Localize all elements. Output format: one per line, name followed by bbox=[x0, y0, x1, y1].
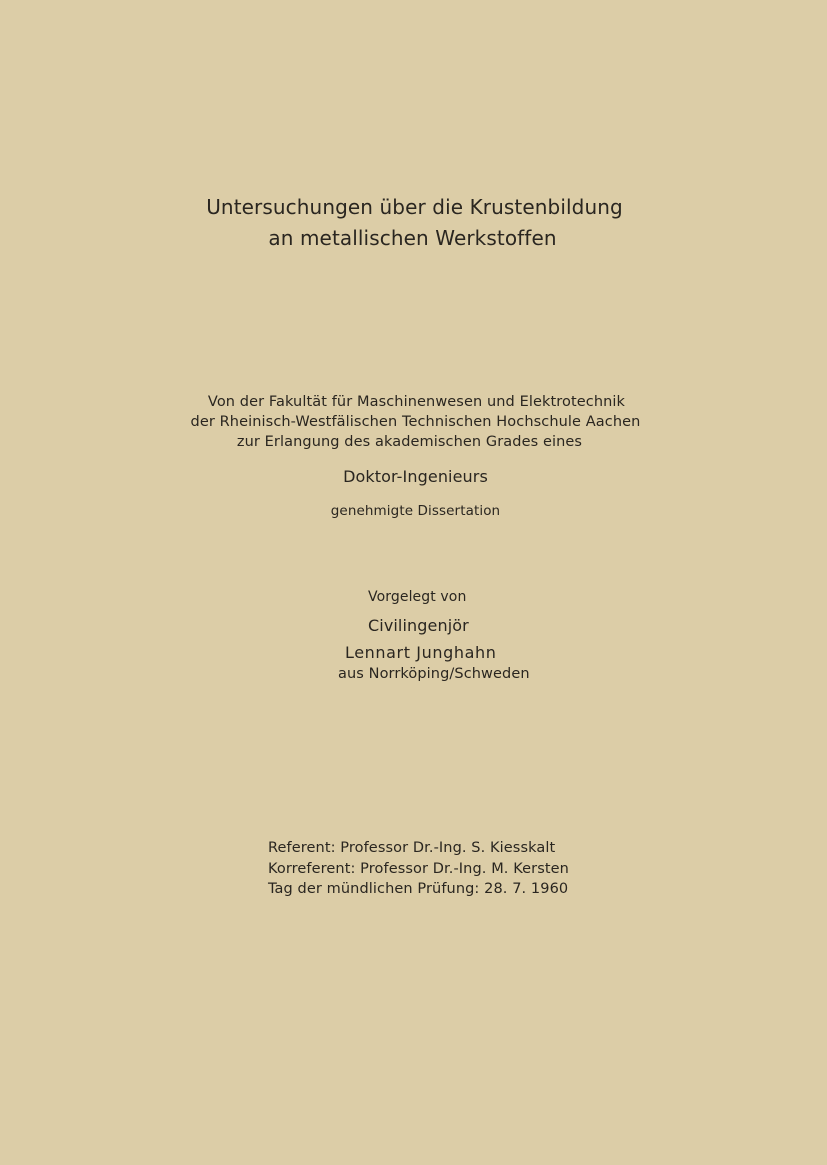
faculty-line-1: Von der Fakultät für Maschinenwesen und Elektrotechnik bbox=[207, 394, 626, 410]
korreferent-line: Korreferent: Professor Dr.-Ing. M. Kersten bbox=[268, 861, 569, 877]
dissertation-label: genehmigte Dissertation bbox=[330, 503, 501, 519]
author-name: Lennart Junghahn bbox=[345, 643, 497, 662]
title-line-1: Untersuchungen über die Krustenbildung bbox=[206, 195, 623, 219]
presented-by-label: Vorgelegt von bbox=[368, 589, 467, 605]
faculty-line-3: zur Erlangung des akademischen Grades eines bbox=[236, 434, 583, 450]
exam-date-line: Tag der mündlichen Prüfung: 28. 7. 1960 bbox=[268, 881, 569, 897]
faculty-line-2: der Rheinisch-Westfälischen Technischen Hochschule Aachen bbox=[190, 414, 641, 430]
title-line-2: an metallischen Werkstoffen bbox=[268, 226, 557, 250]
degree-title: Doktor-Ingenieurs bbox=[343, 467, 488, 486]
referent-line: Referent: Professor Dr.-Ing. S. Kiesskalt bbox=[268, 840, 556, 856]
author-title: Civilingenjör bbox=[368, 616, 469, 635]
author-origin: aus Norrköping/Schweden bbox=[338, 666, 530, 682]
